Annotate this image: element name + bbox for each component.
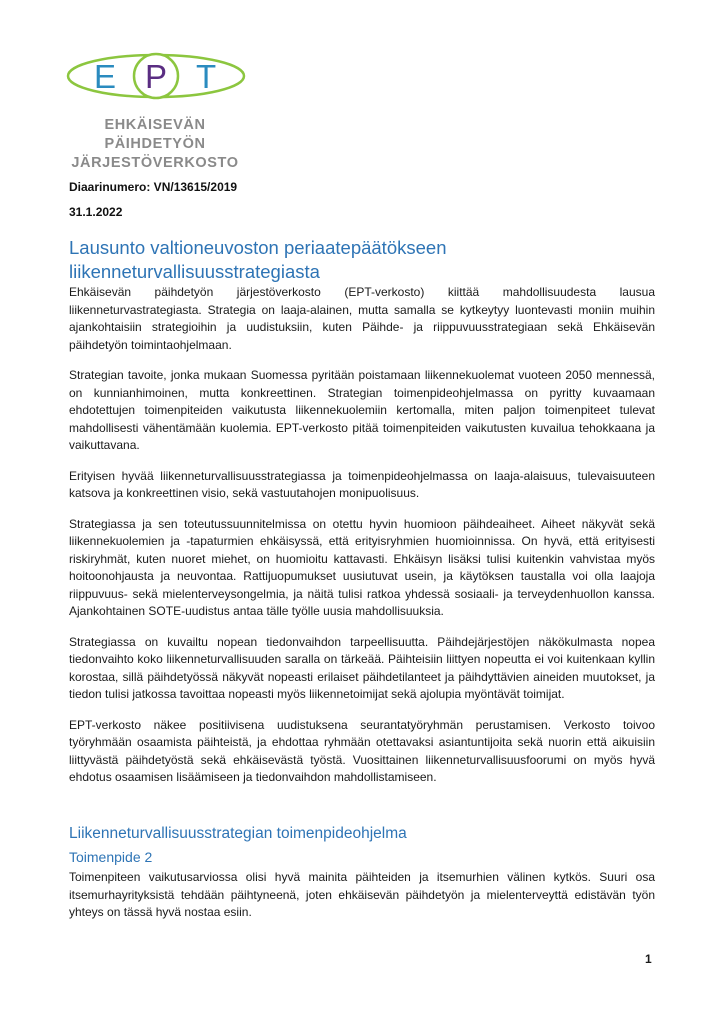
paragraph: Strategiassa on kuvailtu nopean tiedonvaihdon tarpeellisuutta. Päihdejärjestöjen näkökulmasta nopea tiedonvaihto koko liikenneturvallisuuden saralla on tärkeää. Päihteisiin liittyen nopeutta ei voi kuitenkaan kyllin korostaa, sillä päihdetyössä näkyvät nopeasti erilaiset päihdetilanteet ja päihdyttävien aineiden muutokset, ja tiedon tulisi jatkossa tavoittaa nopeasti myös liikennetoimijat sekä ajolupia myöntävät toimijat. bbox=[69, 634, 655, 701]
paragraph: Toimenpiteen vaikutusarviossa olisi hyvä mainita päihteiden ja itsemurhien välinen kytkös. Suuri osa itsemurhayrityksistä tehdään päihtyneenä, joten ehkäisevän päihdetyön ja mielenterveyttä edistävän työn yhteys on tässä hyvä nostaa esiin. bbox=[69, 870, 655, 919]
diary-number: Diaarinumero: VN/13615/2019 bbox=[69, 180, 238, 194]
title-line1: Lausunto valtioneuvoston periaatepäätökseen bbox=[69, 237, 447, 258]
logo-letter-e: E bbox=[94, 58, 117, 95]
body-paragraphs bbox=[69, 284, 655, 800]
paragraph: Strategian tavoite, jonka mukaan Suomessa pyritään poistamaan liikennekuolemat vuoteen 2050 mennessä, on kunnianhimoinen, mutta konkreettinen. Strategian toimenpideohjelmassa on pyritty kuvaamaan ehdotettujen toimenpiteiden vaikutusta liikennekuolemiin kertomalla, miten paljon toimenpiteet tulevat mahdollisesti vähentämään kuolemia. EPT-verkosto pitää toimenpiteiden vaikutusten kuvailua tehokkaana ja vaikuttavana. bbox=[69, 368, 655, 452]
organization-name bbox=[60, 116, 250, 173]
section-body bbox=[69, 869, 655, 935]
logo-letter-t: T bbox=[196, 58, 217, 95]
title-line2: liikenneturvallisuusstrategiasta bbox=[69, 261, 320, 282]
ept-logo bbox=[56, 52, 256, 112]
page-number: 1 bbox=[645, 952, 652, 966]
org-name-line2: JÄRJESTÖVERKOSTO bbox=[71, 155, 239, 171]
paragraph: Strategiassa ja sen toteutussuunnitelmissa on otettu hyvin huomioon päihdeaiheet. Aiheet näkyvät sekä liikennekuolemien ja -tapaturmien ehkäisyssä, että erityisryhmien huomioinnissa. On hyvä, että erityisesti riskiryhmät, kuten nuoret miehet, on huomioitu kattavasti. Ehkäisyn lisäksi tulisi kuitenkin vahvistaa myös hoitoonohjausta ja neuvontaa. Rattijuopumukset uusiutuvat usein, ja käytöksen taustalla voi olla laajoja riippuvuus- sekä mielenterveysongelmia, ja näitä tulisi ratkoa yhdessä sosiaali- ja terveydenhuollon kanssa. Ajankohtainen SOTE-uudistus antaa tälle työlle uusia mahdollisuuksia. bbox=[69, 516, 655, 618]
paragraph: Ehkäisevän päihdetyön järjestöverkosto (EPT-verkosto) kiittää mahdollisuudesta lausua liikenneturvastrategiasta. Strategia on laaja-alainen, mutta samalla se kytkeytyy luontevasti moniin muihin ajankohtaisiin strategioihin ja uudistuksiin, kuten Päihde- ja riippuvuusstrategiaan sekä Ehkäisevän päihdetyön toimintaohjelmaan. bbox=[69, 285, 655, 352]
paragraph: EPT-verkosto näkee positiivisena uudistuksena seurantatyöryhmän perustamisen. Verkosto toivoo työryhmään osaamista päihteistä, ja ehdottaa ryhmään otettavaksi asiantuntijoita sekä nuorin että aikuisiin liittyvästä päihdetyöstä sekä ehkäisevästä työstä. Vuosittainen liikenneturvallisuusfoorumi on myös hyvä ehdotus osaamisen lisäämiseen ja tiedonvaihdon mahdollistamiseen. bbox=[69, 717, 655, 784]
section-heading: Liikenneturvallisuusstrategian toimenpideohjelma bbox=[69, 825, 407, 842]
paragraph: Erityisen hyvää liikenneturvallisuusstrategiassa ja toimenpideohjelmassa on laaja-alaisuus, tulevaisuuteen katsova ja konkreettinen visio, sekä vastuutahojen monipuolisuus. bbox=[69, 468, 655, 500]
document-date: 31.1.2022 bbox=[69, 205, 123, 219]
logo-letter-p: P bbox=[145, 58, 168, 95]
document-title bbox=[69, 236, 669, 284]
org-name-line1: EHKÄISEVÄN PÄIHDETYÖN bbox=[104, 117, 206, 152]
section-subheading: Toimenpide 2 bbox=[69, 849, 153, 865]
